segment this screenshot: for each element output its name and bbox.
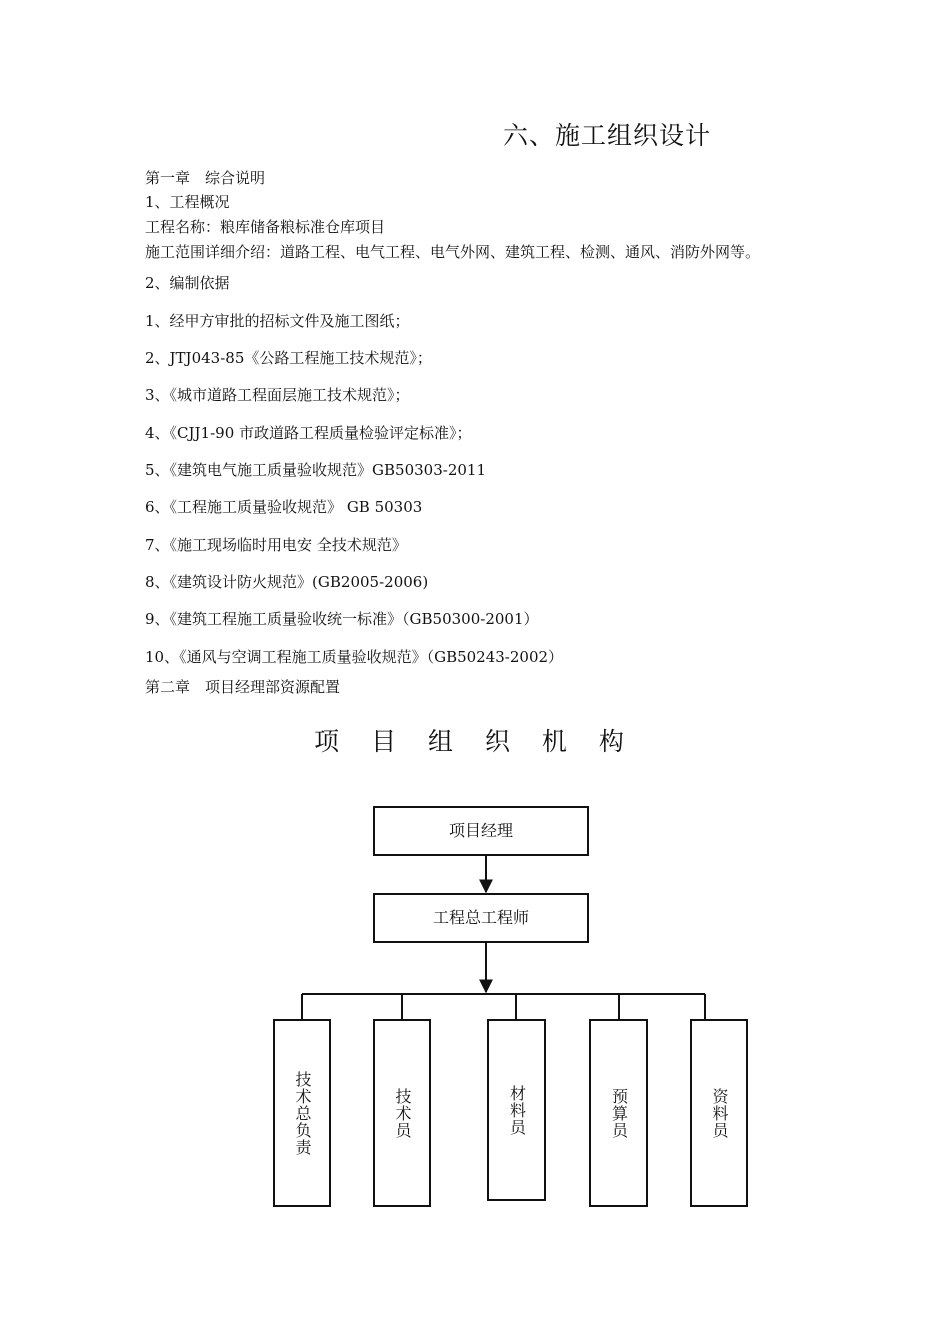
basis-item: 8、《建筑设计防火规范》(GB2005-2006) [145, 573, 429, 591]
chapter-heading: 第二章 项目经理部资源配置 [145, 678, 341, 696]
basis-item: 9、《建筑工程施工质量验收统一标准》（GB50300-2001） [145, 610, 539, 628]
basis-item: 1、经甲方审批的招标文件及施工图纸； [145, 312, 410, 330]
basis-item: 2、JTJ043-85《公路工程施工技术规范》； [145, 349, 432, 367]
org-node-project-manager [373, 806, 589, 856]
basis-item: 4、《CJJ1-90 市政道路工程质量检验评定标准》； [145, 424, 472, 442]
org-node-chief-engineer [373, 893, 589, 943]
org-chart-title: 项 目 组 织 机 构 [314, 727, 636, 756]
org-node-budget-clerk [589, 1019, 648, 1207]
basis-item: 7、《施工现场临时用电安 全技术规范》 [145, 536, 407, 554]
basis-item: 5、《建筑电气施工质量验收规范》GB50303-2011 [145, 461, 487, 479]
section-heading: 2、编制依据 [145, 274, 230, 292]
basis-item: 10、《通风与空调工程施工质量验收规范》（GB50243-2002） [145, 648, 564, 666]
org-node-label: 资料员 [710, 1087, 729, 1139]
org-node-label: 项目经理 [448, 821, 513, 840]
org-node-label: 预算员 [609, 1087, 629, 1139]
chapter-heading: 第一章 综合说明 [145, 169, 266, 187]
org-node-label: 技术员 [393, 1087, 412, 1139]
org-node-label: 技术总负责 [293, 1070, 312, 1156]
org-node-technician [373, 1019, 431, 1207]
basis-item: 6、《工程施工质量验收规范》 GB 50303 [145, 498, 423, 516]
scope-line: 施工范围详细介绍：道路工程、电气工程、电气外网、建筑工程、检测、通风、消防外网等。 [145, 243, 761, 261]
org-node-label: 材料员 [507, 1084, 527, 1136]
basis-item: 3、《城市道路工程面层施工技术规范》； [145, 386, 410, 404]
org-node-technical-lead [273, 1019, 331, 1207]
section-heading: 1、工程概况 [145, 193, 230, 211]
page-title: 六、施工组织设计 [503, 121, 712, 150]
project-name-line: 工程名称：粮库储备粮标准仓库项目 [145, 218, 386, 236]
org-node-label: 工程总工程师 [432, 908, 529, 927]
org-node-materials-clerk [487, 1019, 546, 1201]
org-node-records-clerk [690, 1019, 748, 1207]
